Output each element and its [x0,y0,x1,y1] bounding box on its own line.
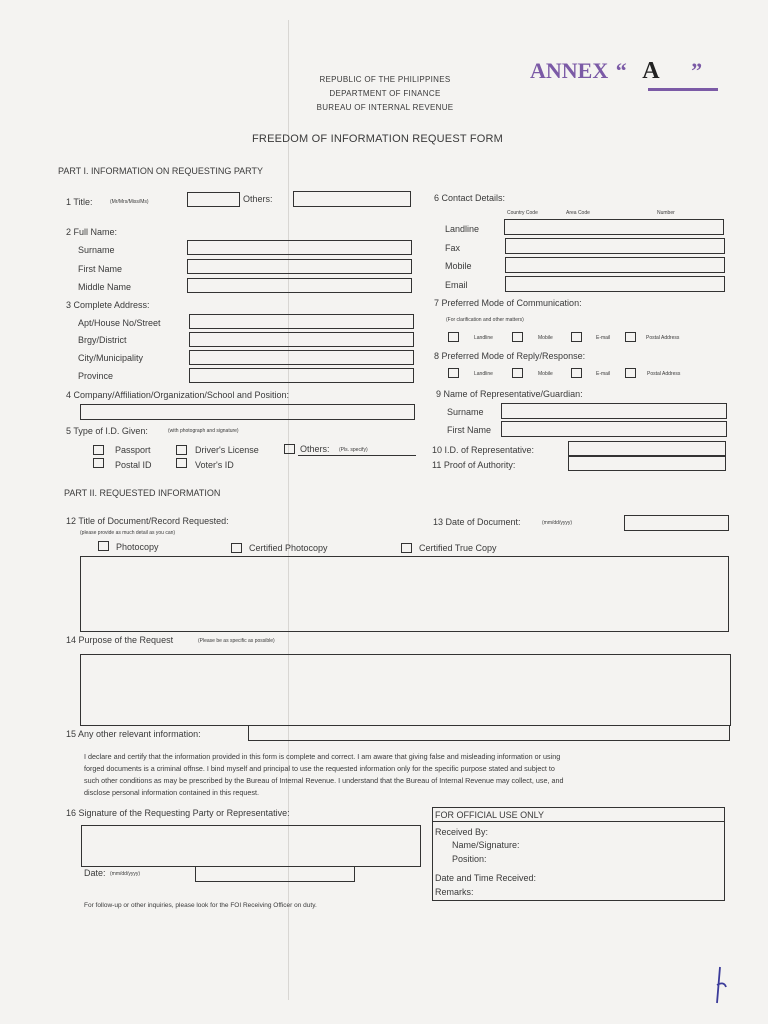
contact-label: 6 Contact Details: [434,193,506,203]
part2-heading: PART II. REQUESTED INFORMATION [64,488,221,498]
id-type-label: 5 Type of I.D. Given: [66,426,148,436]
annex-stamp [530,58,702,85]
handwritten-initial-mark [708,965,730,1005]
surname-input[interactable] [187,240,412,255]
part1-heading: PART I. INFORMATION ON REQUESTING PARTY [58,166,264,176]
title-input[interactable] [187,192,240,207]
received-by-label: Received By: [435,827,489,837]
passport-label: Passport [115,445,151,455]
postal-id-label: Postal ID [115,460,152,470]
declaration-line-1: I declare and certify that the information provided in this form is complete and correct. I am aware that giving false and misleading information or using [84,752,561,761]
other-info-input[interactable] [248,725,730,741]
full-name-label: 2 Full Name: [66,227,118,237]
signature-label: 16 Signature of the Requesting Party or Representative: [66,808,290,818]
date-input[interactable] [195,866,355,882]
annex-close-quote: ” [691,58,703,83]
first-name-input[interactable] [187,259,412,274]
rep-surname-label: Surname [447,407,484,417]
doc-date-hint: (mm/dd/yyyy) [542,520,572,526]
mobile-label: Mobile [445,261,472,271]
middle-name-input[interactable] [187,278,412,293]
doc-date-input[interactable] [624,515,729,531]
title-label: 1 Title: [66,197,93,207]
certified-photocopy-label: Certified Photocopy [249,543,328,553]
representative-label: 9 Name of Representative/Guardian: [436,389,583,399]
rep-id-label: 10 I.D. of Representative: [432,445,535,455]
signature-box[interactable] [81,825,421,867]
title-others-input[interactable] [293,191,411,207]
landline-label: Landline [445,224,480,234]
passport-checkbox[interactable] [93,445,104,455]
name-signature-label: Name/Signature: [452,840,520,850]
reply-mobile-checkbox[interactable] [512,368,523,378]
voters-id-label: Voter's ID [195,460,234,470]
city-label: City/Municipality [78,353,144,363]
others-id-hint: (Pls. specify) [339,447,368,453]
photocopy-label: Photocopy [116,542,159,552]
comm-postal-checkbox[interactable] [625,332,636,342]
others-id-label: Others: [300,444,330,454]
comm-landline-checkbox[interactable] [448,332,459,342]
doc-title-hint: (please provide as much detail as you can) [80,530,176,536]
comm-landline-label: Landline [474,335,493,341]
apt-label: Apt/House No/Street [78,318,161,328]
drivers-license-label: Driver's License [195,445,259,455]
certified-photocopy-checkbox[interactable] [231,543,242,553]
email-input[interactable] [505,276,725,292]
province-label: Province [78,371,114,381]
annex-word: ANNEX [530,58,609,83]
header-line-3: BUREAU OF INTERNAL REVENUE [316,103,454,112]
drivers-license-checkbox[interactable] [176,445,187,455]
comm-postal-label: Postal Address [646,335,680,341]
follow-up-note: For follow-up or other inquiries, please look for the FOI Receiving Officer on duty. [84,902,317,909]
postal-id-checkbox[interactable] [93,458,104,468]
reply-landline-label: Landline [474,371,493,377]
annex-open-quote: “ [615,58,627,83]
middle-name-label: Middle Name [78,282,132,292]
declaration-line-4: disclose personal information contained in this request. [84,788,259,797]
certified-true-copy-label: Certified True Copy [419,543,497,553]
others-id-checkbox[interactable] [284,444,295,454]
landline-input[interactable] [504,219,724,235]
purpose-textarea[interactable] [80,654,731,726]
title-hint: (Mr/Mrs/Miss/Ms) [110,199,149,205]
date-hint: (mm/dd/yyyy) [110,871,140,877]
position-label: Position: [452,854,487,864]
voters-id-checkbox[interactable] [176,458,187,468]
address-label: 3 Complete Address: [66,300,150,310]
doc-title-textarea[interactable] [80,556,729,632]
apt-input[interactable] [189,314,414,329]
company-input[interactable] [80,404,415,420]
official-use-heading: FOR OFFICIAL USE ONLY [435,810,545,820]
others-label: Others: [243,194,273,204]
id-type-hint: (with photograph and signature) [168,428,239,434]
declaration-line-3: such other conditions as may be prescribed by the Bureau of Internal Revenue. I understand that the Bureau of Internal Revenue may collect, use, and [84,776,564,785]
surname-label: Surname [78,245,115,255]
pref-comm-hint: (For clarification and other matters) [446,317,524,323]
province-input[interactable] [189,368,414,383]
reply-postal-checkbox[interactable] [625,368,636,378]
rep-id-input[interactable] [568,441,726,456]
reply-landline-checkbox[interactable] [448,368,459,378]
number-label: Number [657,210,675,216]
country-code-label: Country Code [507,210,538,216]
annex-letter: A [642,58,660,84]
brgy-input[interactable] [189,332,414,347]
purpose-hint: (Please be as specific as possible) [198,638,275,644]
reply-email-label: E-mail [596,371,611,377]
rep-first-name-input[interactable] [501,421,727,437]
proof-input[interactable] [568,456,726,471]
annex-underline [648,88,718,91]
email-label: Email [445,280,468,290]
brgy-label: Brgy/District [78,335,127,345]
other-info-label: 15 Any other relevant information: [66,729,201,739]
pref-comm-label: 7 Preferred Mode of Communication: [434,298,582,308]
area-code-label: Area Code [566,210,590,216]
official-use-divider [432,821,725,822]
proof-label: 11 Proof of Authority: [432,460,516,470]
comm-mobile-checkbox[interactable] [512,332,523,342]
mobile-input[interactable] [505,257,725,273]
comm-email-label: E-mail [596,335,611,341]
pref-reply-label: 8 Preferred Mode of Reply/Response: [434,351,586,361]
photocopy-checkbox[interactable] [98,541,109,551]
date-time-received-label: Date and Time Received: [435,873,537,883]
company-label: 4 Company/Affiliation/Organization/School and Position: [66,390,289,400]
date-label: Date: [84,868,106,878]
others-id-line[interactable] [298,455,416,456]
reply-email-checkbox[interactable] [571,368,582,378]
rep-first-name-label: First Name [447,425,492,435]
form-title: FREEDOM OF INFORMATION REQUEST FORM [252,133,504,145]
purpose-label: 14 Purpose of the Request [66,635,174,645]
reply-postal-label: Postal Address [647,371,681,377]
city-input[interactable] [189,350,414,365]
doc-title-label: 12 Title of Document/Record Requested: [66,516,229,526]
header-line-1: REPUBLIC OF THE PHILIPPINES [319,75,451,84]
reply-mobile-label: Mobile [538,371,553,377]
first-name-label: First Name [78,264,123,274]
remarks-label: Remarks: [435,887,474,897]
declaration-line-2: forged documents is a criminal offnse. I bind myself and principal to use the requested information only for the specific purpose stated and subject to [84,764,555,773]
header-line-2: DEPARTMENT OF FINANCE [329,89,441,98]
rep-surname-input[interactable] [501,403,727,419]
comm-mobile-label: Mobile [538,335,553,341]
certified-true-copy-checkbox[interactable] [401,543,412,553]
fax-label: Fax [445,243,461,253]
comm-email-checkbox[interactable] [571,332,582,342]
doc-date-label: 13 Date of Document: [433,517,521,527]
fax-input[interactable] [505,238,725,254]
